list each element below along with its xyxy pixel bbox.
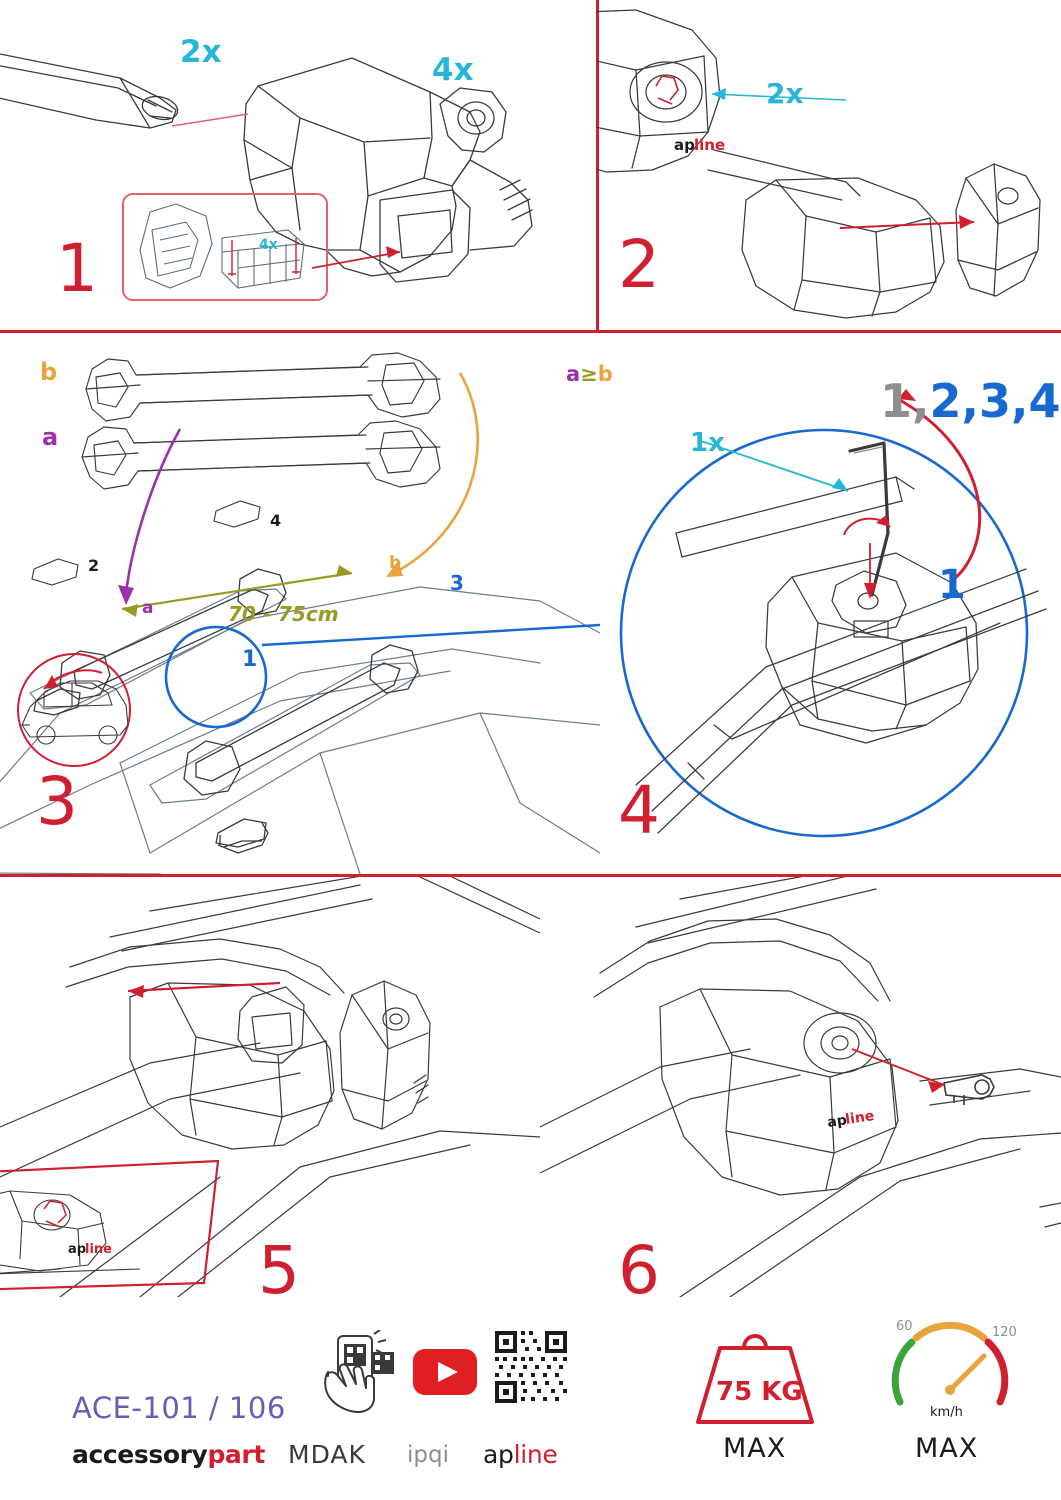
max-load-value: 75 KG bbox=[716, 1377, 803, 1407]
qr-code-icon[interactable] bbox=[493, 1329, 569, 1405]
svg-text:line: line bbox=[844, 1108, 876, 1128]
step-2-illustration bbox=[596, 0, 1061, 330]
step-3-foot-number-4: 4 bbox=[270, 511, 282, 530]
step-4-number: 4 bbox=[618, 772, 659, 849]
brand-accessorypart-part1: accessory bbox=[72, 1440, 208, 1469]
sequence-rest: 2,3,4 bbox=[929, 374, 1061, 428]
condition-gte: ≥ bbox=[580, 362, 598, 386]
brand-apline-part1: ap bbox=[483, 1440, 514, 1469]
sequence-first: 1, bbox=[880, 374, 930, 428]
brand-mdak: MDAK bbox=[288, 1440, 366, 1469]
brand-apline-part2: line bbox=[513, 1440, 558, 1469]
step-3-roof-label-b: b bbox=[389, 553, 402, 573]
step-3-distance-label: 70 - 75cm bbox=[228, 602, 339, 626]
svg-text:60: 60 bbox=[896, 1319, 913, 1334]
brand-apline bbox=[483, 1440, 558, 1469]
step-3-label-a: a bbox=[42, 423, 59, 451]
step-4-condition-label bbox=[566, 364, 613, 385]
step-6-number: 6 bbox=[618, 1232, 659, 1309]
step-1-callout-2x: 2x bbox=[180, 34, 222, 70]
step-3-foot-number-1: 1 bbox=[242, 647, 258, 672]
step-1-number: 1 bbox=[56, 230, 97, 307]
step-3-label-b: b bbox=[40, 358, 58, 386]
max-load-icon bbox=[690, 1322, 820, 1430]
max-load-label: MAX bbox=[723, 1433, 787, 1464]
step-1-inset-callout-4x: 4x bbox=[259, 237, 278, 253]
youtube-icon[interactable] bbox=[413, 1349, 477, 1395]
brand-accessorypart bbox=[72, 1440, 265, 1469]
step-3-roof-label-a: a bbox=[142, 598, 154, 618]
max-speed-icon bbox=[880, 1306, 1020, 1432]
brand-accessorypart-part2: part bbox=[207, 1440, 265, 1469]
svg-text:ap: ap bbox=[68, 1242, 87, 1257]
svg-text:ap: ap bbox=[826, 1112, 848, 1131]
condition-a: a bbox=[566, 362, 581, 386]
svg-text:ap: ap bbox=[674, 136, 695, 154]
condition-b: b bbox=[597, 362, 613, 386]
step-2-number: 2 bbox=[618, 226, 659, 303]
brand-ipqi: ipqi bbox=[407, 1442, 449, 1468]
step-5-number: 5 bbox=[258, 1232, 299, 1309]
product-code: ACE-101 / 106 bbox=[72, 1391, 286, 1425]
svg-text:120: 120 bbox=[992, 1325, 1017, 1340]
step-2-callout-2x: 2x bbox=[766, 77, 804, 110]
step-3-foot-number-2: 2 bbox=[88, 556, 100, 575]
step-4-sequence bbox=[880, 374, 1061, 428]
step-4-callout-1x: 1x bbox=[690, 428, 725, 458]
step-3-foot-number-3: 3 bbox=[450, 571, 464, 595]
step-1-callout-4x: 4x bbox=[432, 52, 474, 88]
step-3-number: 3 bbox=[36, 763, 77, 840]
svg-text:km/h: km/h bbox=[930, 1405, 963, 1420]
svg-text:line: line bbox=[85, 1242, 112, 1257]
scan-qr-hand-icon[interactable] bbox=[318, 1330, 400, 1414]
svg-text:line: line bbox=[694, 136, 726, 154]
step-4-order-1: 1 bbox=[938, 562, 966, 608]
max-speed-label: MAX bbox=[915, 1433, 979, 1464]
